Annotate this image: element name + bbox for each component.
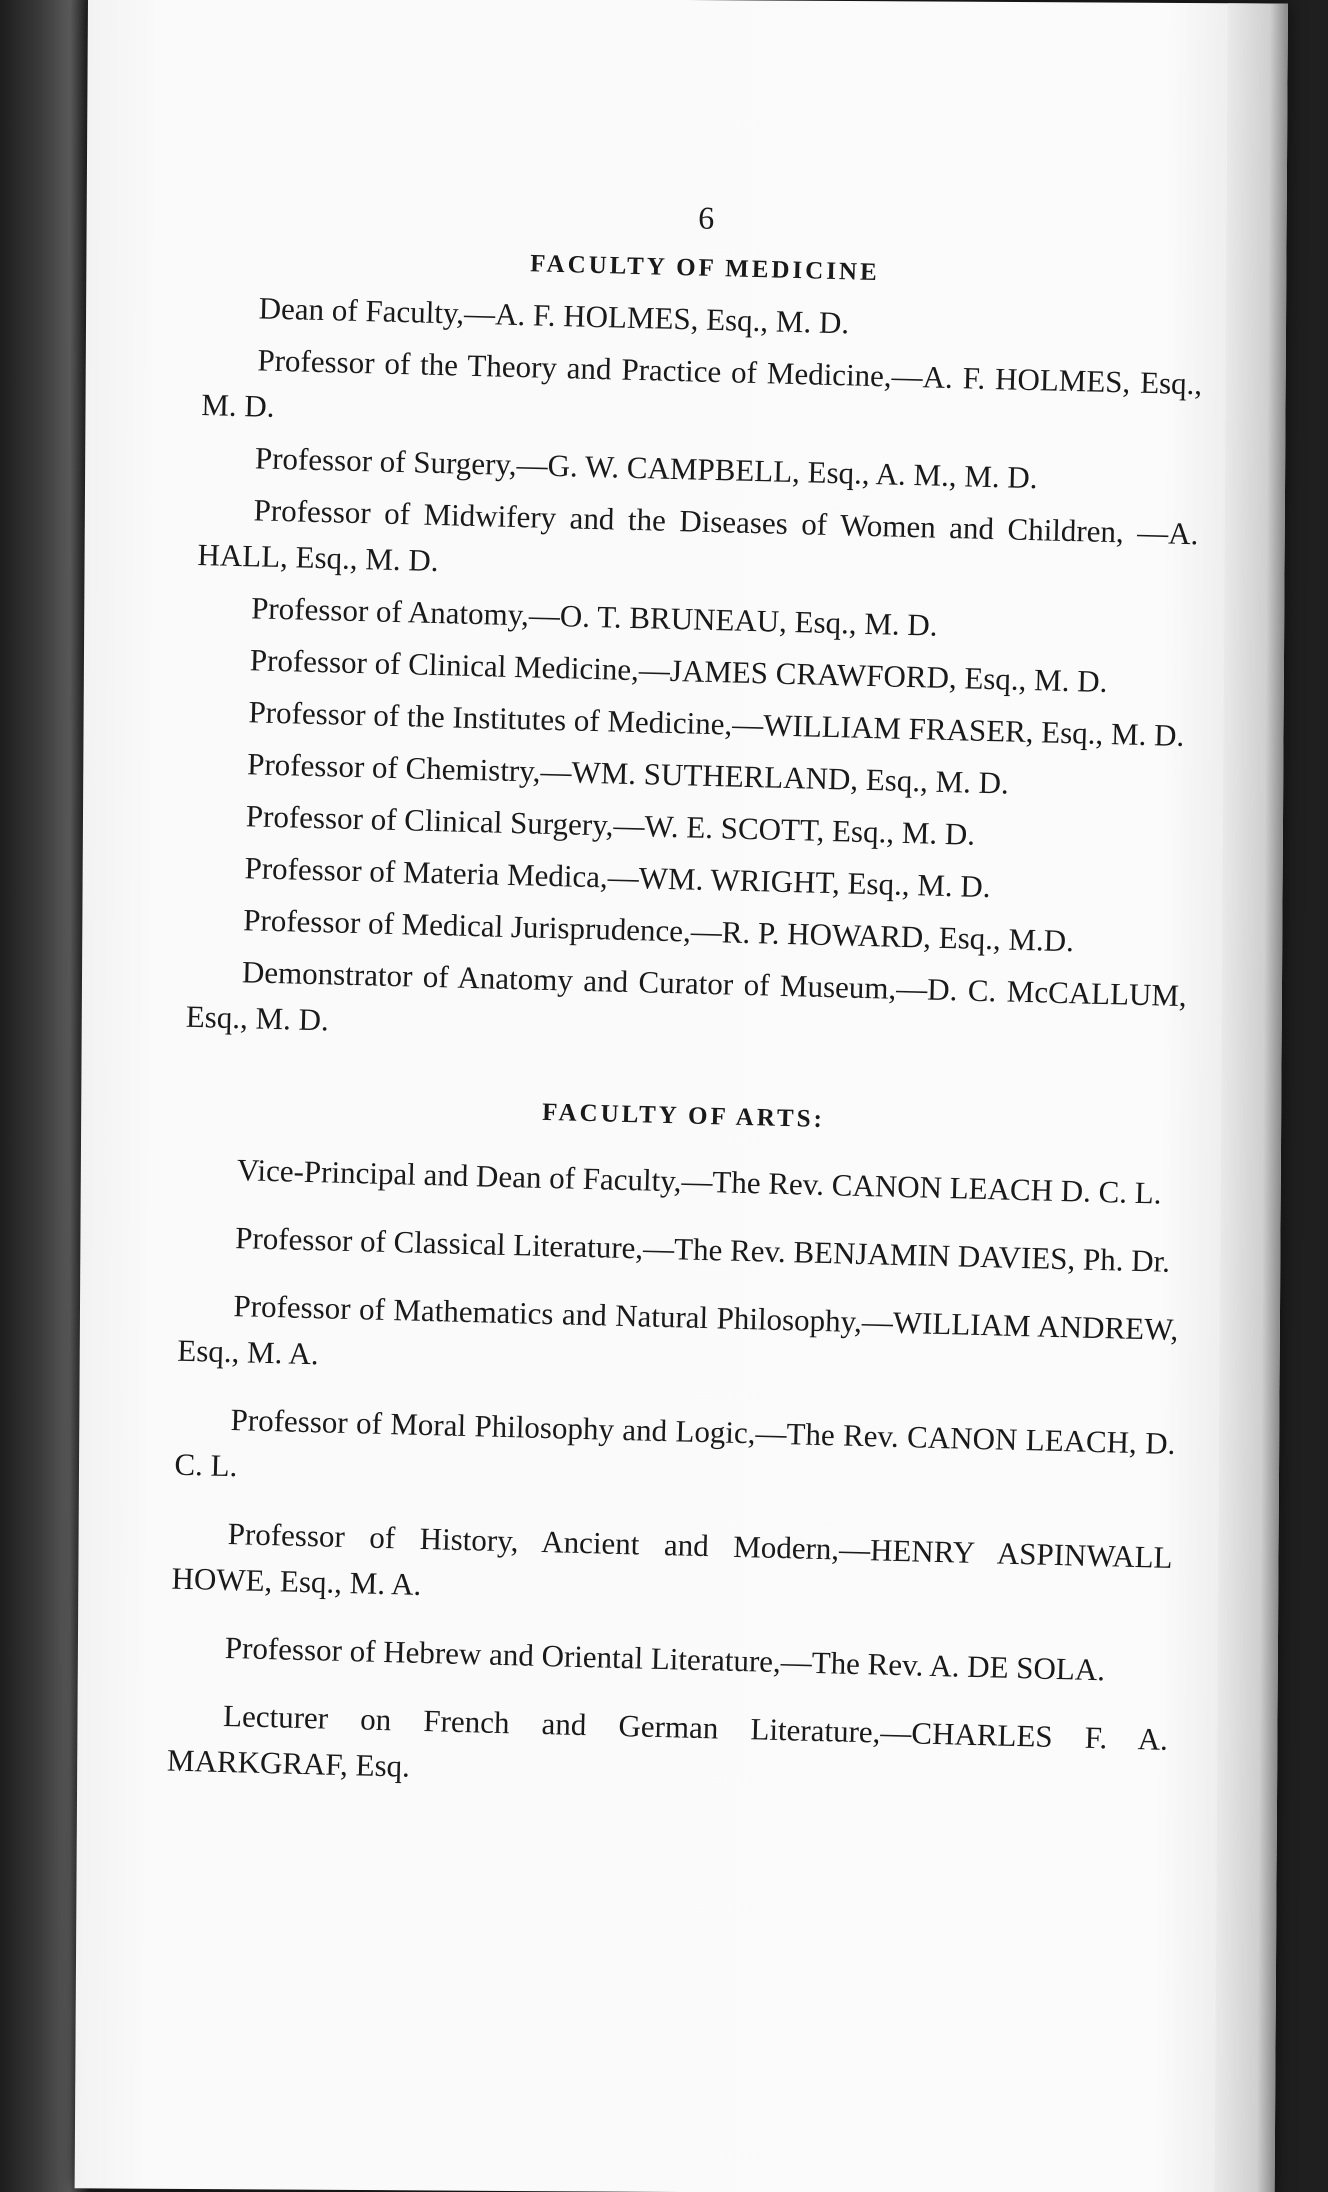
- arts-entry-list: [166, 1146, 1182, 1809]
- page-content: [166, 187, 1207, 1831]
- faculty-of-arts-heading: FACULTY OF ARTS:: [541, 1098, 826, 1133]
- faculty-of-medicine-heading: FACULTY OF MEDICINE: [529, 250, 881, 287]
- arts-entry: Lecturer on French and German Literature,—CHARLES F. A. MARKGRAF, Esq.: [166, 1697, 1169, 1784]
- medicine-entry: Professor of Chemistry,—WM. SUTHERLAND, Esq., M. D.: [246, 746, 1010, 801]
- arts-entry: Professor of Mathematics and Natural Philosophy,—WILLIAM ANDREW, Esq., M. A.: [176, 1288, 1179, 1372]
- medicine-entry-list: [185, 284, 1204, 1065]
- page-number: 6: [697, 199, 715, 236]
- medicine-entry: Professor of the Institutes of Medicine,—WILLIAM FRASER, Esq., M. D.: [248, 694, 1185, 753]
- page-edge: [1215, 3, 1288, 2192]
- medicine-entry: Professor of the Theory and Practice of Medicine,—A. F. HOLMES, Esq., M. D.: [200, 342, 1203, 424]
- arts-entry: Professor of Moral Philosophy and Logic,—The Rev. CANON LEACH, D. C. L.: [174, 1402, 1176, 1484]
- medicine-entry: Professor of Medical Jurisprudence,—R. P. HOWARD, Esq., M.D.: [242, 902, 1075, 959]
- medicine-entry: Professor of Anatomy,—O. T. BRUNEAU, Esq., M. D.: [250, 590, 939, 643]
- arts-entry: Vice-Principal and Dean of Faculty,—The Rev. CANON LEACH D. C. L.: [236, 1152, 1162, 1211]
- medicine-entry: Professor of Clinical Medicine,—JAMES CRAWFORD, Esq., M. D.: [249, 642, 1108, 700]
- medicine-entry: Professor of Midwifery and the Diseases of Women and Children, —A. HALL, Esq., M. D.: [197, 492, 1199, 579]
- medicine-entry: Demonstrator of Anatomy and Curator of Museum,—D. C. McCALLUM, Esq., M. D.: [185, 954, 1188, 1038]
- medicine-entry: Professor of Materia Medica,—WM. WRIGHT, Esq., M. D.: [244, 850, 991, 905]
- medicine-entry: Professor of Surgery,—G. W. CAMPBELL, Esq., A. M., M. D.: [254, 440, 1038, 496]
- arts-entry: Professor of Hebrew and Oriental Literature,—The Rev. A. DE SOLA.: [224, 1629, 1106, 1688]
- arts-entry: Professor of Classical Literature,—The Rev. BENJAMIN DAVIES, Ph. Dr.: [234, 1220, 1171, 1279]
- medicine-entry: Professor of Clinical Surgery,—W. E. SCOTT, Esq., M. D.: [245, 798, 976, 852]
- book-page: [75, 0, 1288, 2192]
- medicine-entry: Dean of Faculty,—A. F. HOLMES, Esq., M. D.: [258, 290, 850, 341]
- arts-entry: Professor of History, Ancient and Modern,—HENRY ASPINWALL HOWE, Esq., M. A.: [171, 1516, 1173, 1602]
